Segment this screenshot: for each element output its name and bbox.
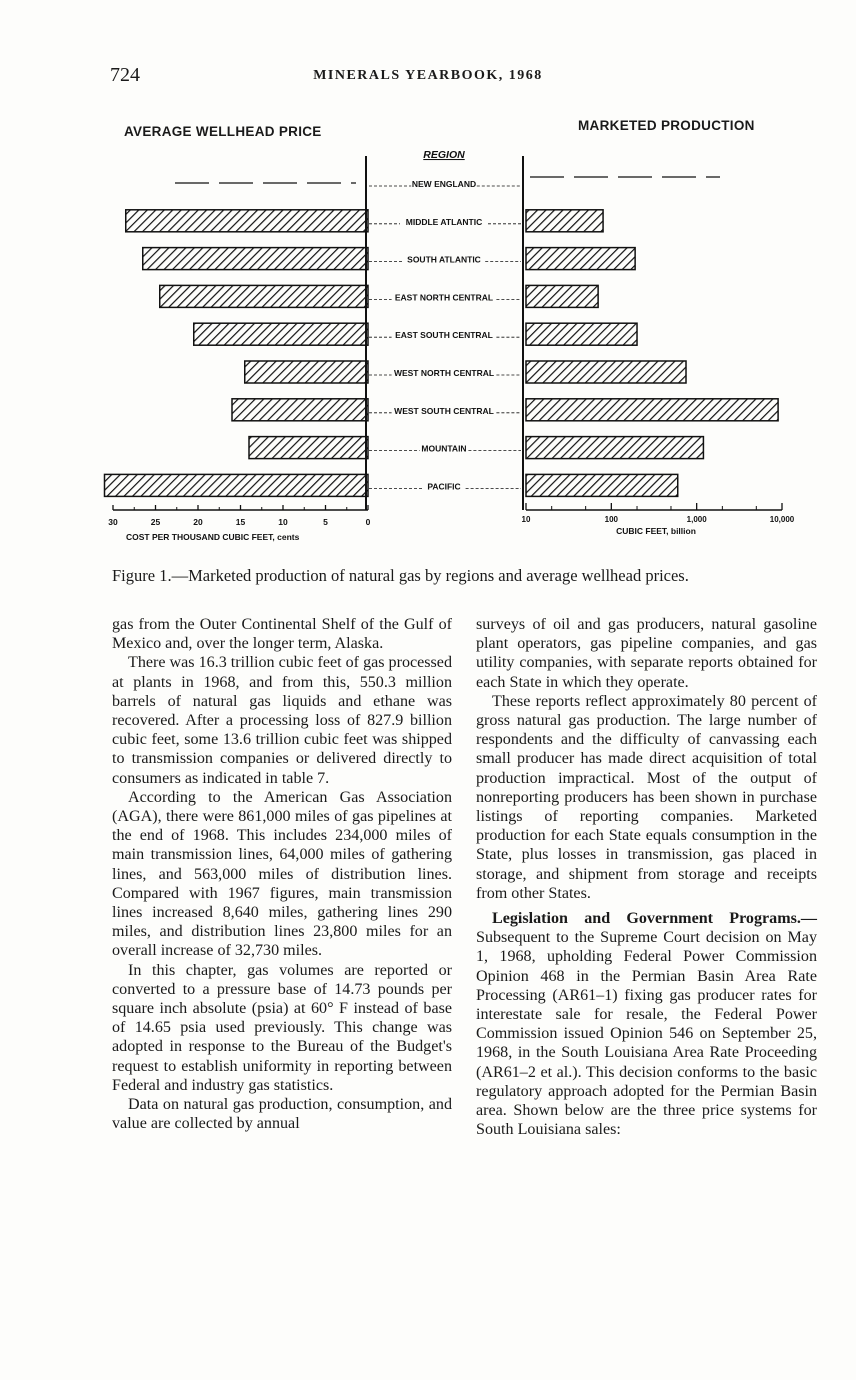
production-bar [526,437,703,459]
right-tick-label: 10,000 [769,515,795,524]
right-tick-label: 1,000 [686,515,707,524]
page-number: 724 [110,64,140,86]
paragraph [476,909,817,1139]
section-heading: Legislation and Government Programs.— [492,910,817,928]
running-title: MINERALS YEARBOOK, 1968 [313,68,543,83]
regional-gas-figure [0,0,856,560]
region-label: WEST SOUTH CENTRAL [394,405,494,416]
paragraph: These reports reflect approximately 80 percent of gross natural gas production. The large number of respondents and the difficulty of canvassing each small producer has made direct acquisition of total production impractical. Most of the output of nonreporting producers has been shown in purchase listings of reporting companies. Marketed production for each State equals consumption in the State, plus losses in transmission, gas placed in storage, and shipment from storage and receipts from other States. [476,692,817,902]
right-tick-label: 100 [604,515,619,524]
left-column [112,615,452,1133]
region-label: MOUNTAIN [421,443,467,454]
production-bar [526,210,603,232]
price-bar [249,437,368,459]
region-label: PACIFIC [427,481,461,492]
left-tick-label: 25 [150,517,161,527]
region-label: MIDDLE ATLANTIC [405,216,483,227]
price-bar [143,248,368,270]
price-bar [194,323,368,345]
right-column [476,615,817,1139]
left-tick-label: 15 [235,517,246,527]
left-tick-label: 20 [193,517,203,527]
region-label: NEW ENGLAND [411,179,477,189]
paragraph: Data on natural gas production, consumption, and value are collected by annual [112,1096,452,1133]
right-chart-title: MARKETED PRODUCTION [578,118,755,133]
left-tick-label: 30 [108,517,118,527]
right-axis-label: CUBIC FEET, billion [616,526,696,536]
left-tick-label: 0 [365,517,371,527]
region-label: SOUTH ATLANTIC [407,254,481,265]
paragraph: In this chapter, gas volumes are reported or converted to a pressure base of 14.73 pounds per square inch absolute (psia) at 60° F instead of base of 14.65 psia used previously. This change was adopted in response to the Bureau of the Budget's request to establish uniformity in reporting between Federal and industry gas statistics. [112,961,452,1094]
left-tick-label: 5 [323,517,328,527]
figure-caption: Figure 1.—Marketed production of natural gas by regions and average wellhead prices. [112,566,689,585]
price-bar [245,361,368,383]
right-tick-label: 10 [521,515,531,524]
paragraph: surveys of oil and gas producers, natural gasoline plant operators, gas pipeline companies, and gas utility companies, with separate reports obtained for each State in which they operate. [476,616,817,691]
production-bar [526,474,678,496]
region-heading: REGION [423,149,465,161]
left-axis-label: COST PER THOUSAND CUBIC FEET, cents [126,532,300,542]
paragraph: There was 16.3 trillion cubic feet of gas processed at plants in 1968, and from this, 550.3 million barrels of natural gas liquids and ethane was recovered. After a processing loss of 827.9 billion cubic feet, some 13.6 trillion cubic feet was shipped to transmission companies or delivered directly to consumers as indicated in table 7. [112,654,452,787]
price-bar [105,474,369,496]
paragraph: According to the American Gas Association (AGA), there were 861,000 miles of gas pipelines at the end of 1968. This includes 234,000 miles of main transmission lines, 64,000 miles of gathering lines, and 563,000 miles of distribution lines. Compared with 1967 figures, main transmission lines increased 8,640 miles, gathering lines 290 miles, and distribution lines 23,800 miles for an overall increase of 32,730 miles. [112,788,452,960]
region-label: EAST SOUTH CENTRAL [395,330,493,341]
price-bar [160,285,368,307]
price-bar [126,210,368,232]
paragraph: gas from the Outer Continental Shelf of the Gulf of Mexico and, over the longer term, Alaska. [112,616,452,653]
paragraph-text: Subsequent to the Supreme Court decision on May 1, 1968, upholding Federal Power Commission Opinion 468 in the Permian Basin Area Rate Processing (AR61–1) fixing gas producer rates for interestate sale for resale, the Federal Power Commission issued Opinion 546 on September 25, 1968, in the South Louisiana Area Rate Proceeding (AR61–2 et al.). This decision conforms to the basic regulatory approach adopted for the Permian Basin area. Shown below are the three price systems for South Louisiana sales: [476,929,817,1139]
production-bar [526,399,778,421]
production-bar [526,285,598,307]
left-tick-label: 10 [278,517,288,527]
production-bar [526,361,686,383]
production-bar [526,323,637,345]
left-chart-title: AVERAGE WELLHEAD PRICE [124,124,322,139]
production-bar [526,248,635,270]
region-label: EAST NORTH CENTRAL [394,292,494,303]
region-label: WEST NORTH CENTRAL [393,368,495,378]
price-bar [232,399,368,421]
